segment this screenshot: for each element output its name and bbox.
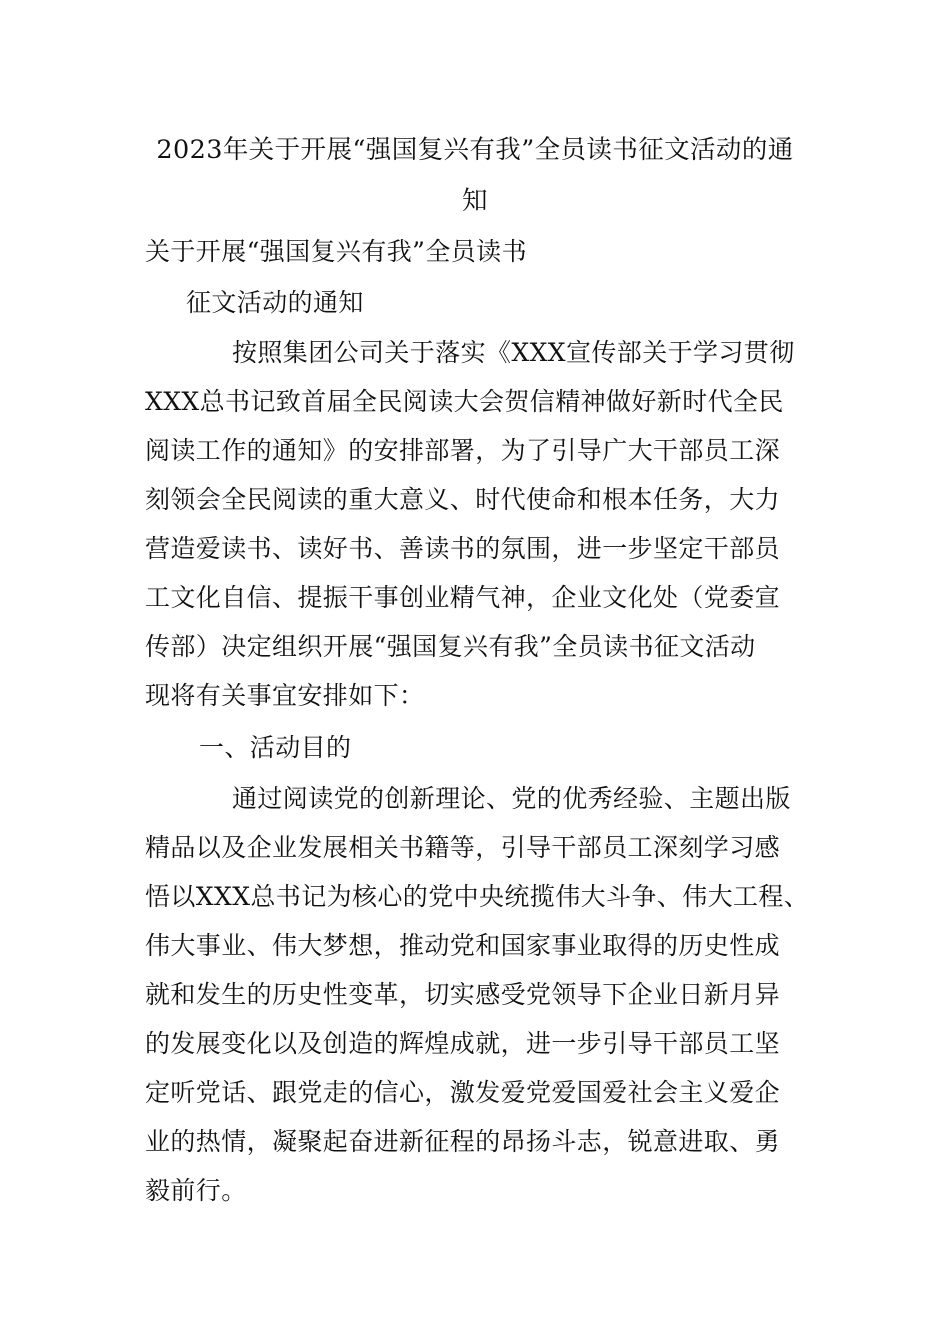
paragraph-1-line: 阅读工作的通知》的安排部署，为了引导广大干部员工深 [145,436,781,465]
notice-heading-line-2: 征文活动的通知 [186,288,364,317]
paragraph-1-line: 现将有关事宜安排如下： [145,681,425,710]
paragraph-1-line: 营造爱读书、读好书、善读书的氛围，进一步坚定干部员 [145,534,781,563]
paragraph-1-line: 刻领会全民阅读的重大意义、时代使命和根本任务，大力 [145,485,781,514]
paragraph-2-line: 伟大事业、伟大梦想，推动党和国家事业取得的历史性成 [145,931,781,960]
paragraph-2-line: 精品以及企业发展相关书籍等，引导干部员工深刻学习感 [145,833,781,862]
document-title-line-1: 2023年关于开展“强国复兴有我”全员读书征文活动的通 [156,135,794,165]
paragraph-1-line: 工文化自信、提振干事创业精气神，企业文化处（党委宣 [145,583,781,612]
paragraph-2-line: 悟以XXX总书记为核心的党中央统揽伟大斗争、伟大工程、 [145,882,810,911]
paragraph-2-line: 定听党话、跟党走的信心，激发爱党爱国爱社会主义爱企 [145,1078,781,1107]
document-title-line-2: 知 [462,186,488,216]
paragraph-2-line: 就和发生的历史性变革，切实感受党领导下企业日新月异 [145,980,781,1009]
paragraph-2-line: 业的热情，凝聚起奋进新征程的昂扬斗志，锐意进取、勇 [145,1127,781,1156]
notice-heading-line-1: 关于开展“强国复兴有我”全员读书 [145,237,527,266]
paragraph-2-line: 毅前行。 [145,1176,247,1205]
paragraph-1-line: XXX总书记致首届全民阅读大会贺信精神做好新时代全民 [145,387,784,416]
paragraph-1-line: 传部）决定组织开展“强国复兴有我”全员读书征文活动 [145,632,756,661]
paragraph-1-line: 按照集团公司关于落实《XXX宣传部关于学习贯彻 [232,338,795,367]
paragraph-2-line: 的发展变化以及创造的辉煌成就，进一步引导干部员工坚 [145,1029,781,1058]
section-1-heading: 一、活动目的 [199,733,352,762]
paragraph-2-line: 通过阅读党的创新理论、党的优秀经验、主题出版 [232,784,791,813]
